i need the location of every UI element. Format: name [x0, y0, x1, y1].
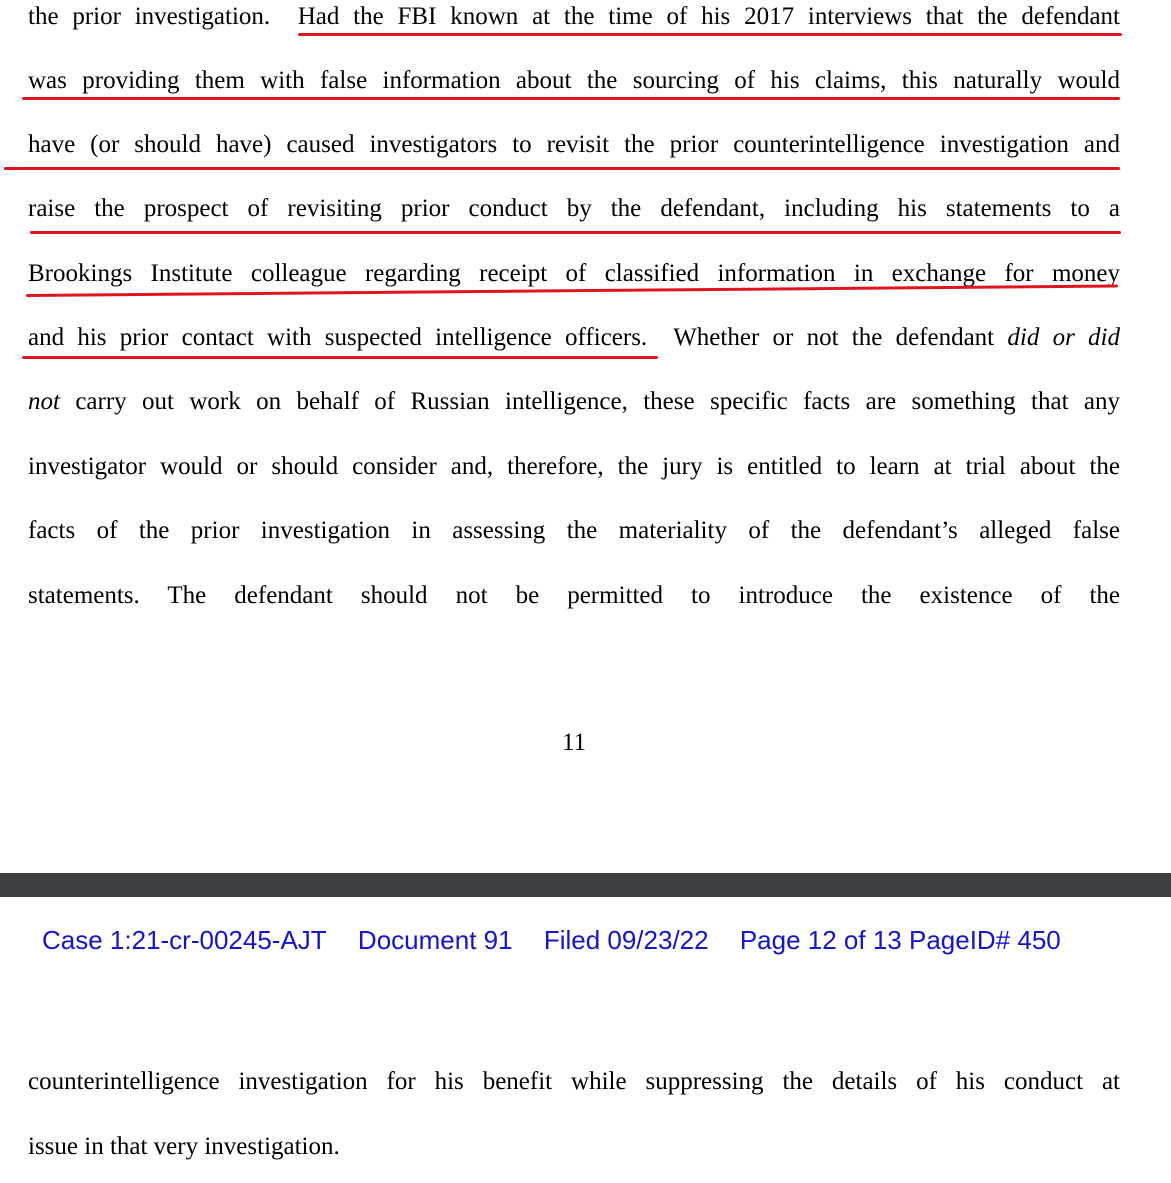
- text-segment: issue in that very investigation.: [28, 1133, 340, 1160]
- text-line-4: [28, 192, 1120, 226]
- red-underline: [30, 231, 1121, 234]
- red-underline: [298, 33, 1122, 36]
- filed-date: Filed 09/23/22: [543, 925, 709, 955]
- page-id: Page 12 of 13 PageID# 450: [739, 925, 1061, 955]
- text-line-8: [28, 450, 1120, 484]
- text-segment: statements. The defendant should not be permitted to introduce the existence of the: [28, 582, 1120, 609]
- text-segment: counterintelligence investigation for his benefit while suppressing the details of his conduct at: [28, 1068, 1120, 1095]
- document-number: Document 91: [357, 925, 513, 955]
- text-line-7: [28, 385, 1120, 419]
- red-underline: [22, 97, 1120, 100]
- text-line-3: [28, 128, 1120, 162]
- text-line-12: [28, 1130, 1120, 1164]
- text-segment: Brookings Institute colleague regarding receipt of classified information in exchange for money: [28, 260, 1120, 287]
- text-line-6: [28, 321, 1120, 355]
- case-number: Case 1:21-cr-00245-AJT: [42, 925, 327, 955]
- text-segment: the prior investigation. Had the FBI known at the time of his 2017 interviews that the defendant: [28, 3, 1120, 30]
- italic-text-segment: not: [28, 388, 60, 415]
- text-segment: facts of the prior investigation in assessing the materiality of the defendant’s alleged false: [28, 517, 1120, 544]
- text-segment: carry out work on behalf of Russian intelligence, these specific facts are something that any: [59, 388, 1120, 415]
- page-separator: [0, 873, 1171, 897]
- red-underline: [22, 356, 658, 359]
- italic-text-segment: did or did: [1007, 324, 1121, 351]
- text-segment: have (or should have) caused investigators to revisit the prior counterintelligence investigation and: [28, 131, 1120, 158]
- text-segment: and his prior contact with suspected intelligence officers. Whether or not the defendant: [28, 324, 1008, 351]
- text-line-11: [28, 1065, 1120, 1099]
- text-line-10: [28, 579, 1120, 613]
- text-segment: raise the prospect of revisiting prior conduct by the defendant, including his statements to a: [28, 195, 1120, 222]
- red-underline: [4, 167, 1120, 170]
- text-line-1: [28, 0, 1120, 34]
- text-segment: was providing them with false information about the sourcing of his claims, this naturally would: [28, 67, 1120, 94]
- case-header: [42, 922, 1061, 958]
- text-line-2: [28, 64, 1120, 98]
- text-segment: investigator would or should consider and, therefore, the jury is entitled to learn at trial about the: [28, 453, 1120, 480]
- text-line-9: [28, 514, 1120, 548]
- page-number: 11: [561, 729, 587, 756]
